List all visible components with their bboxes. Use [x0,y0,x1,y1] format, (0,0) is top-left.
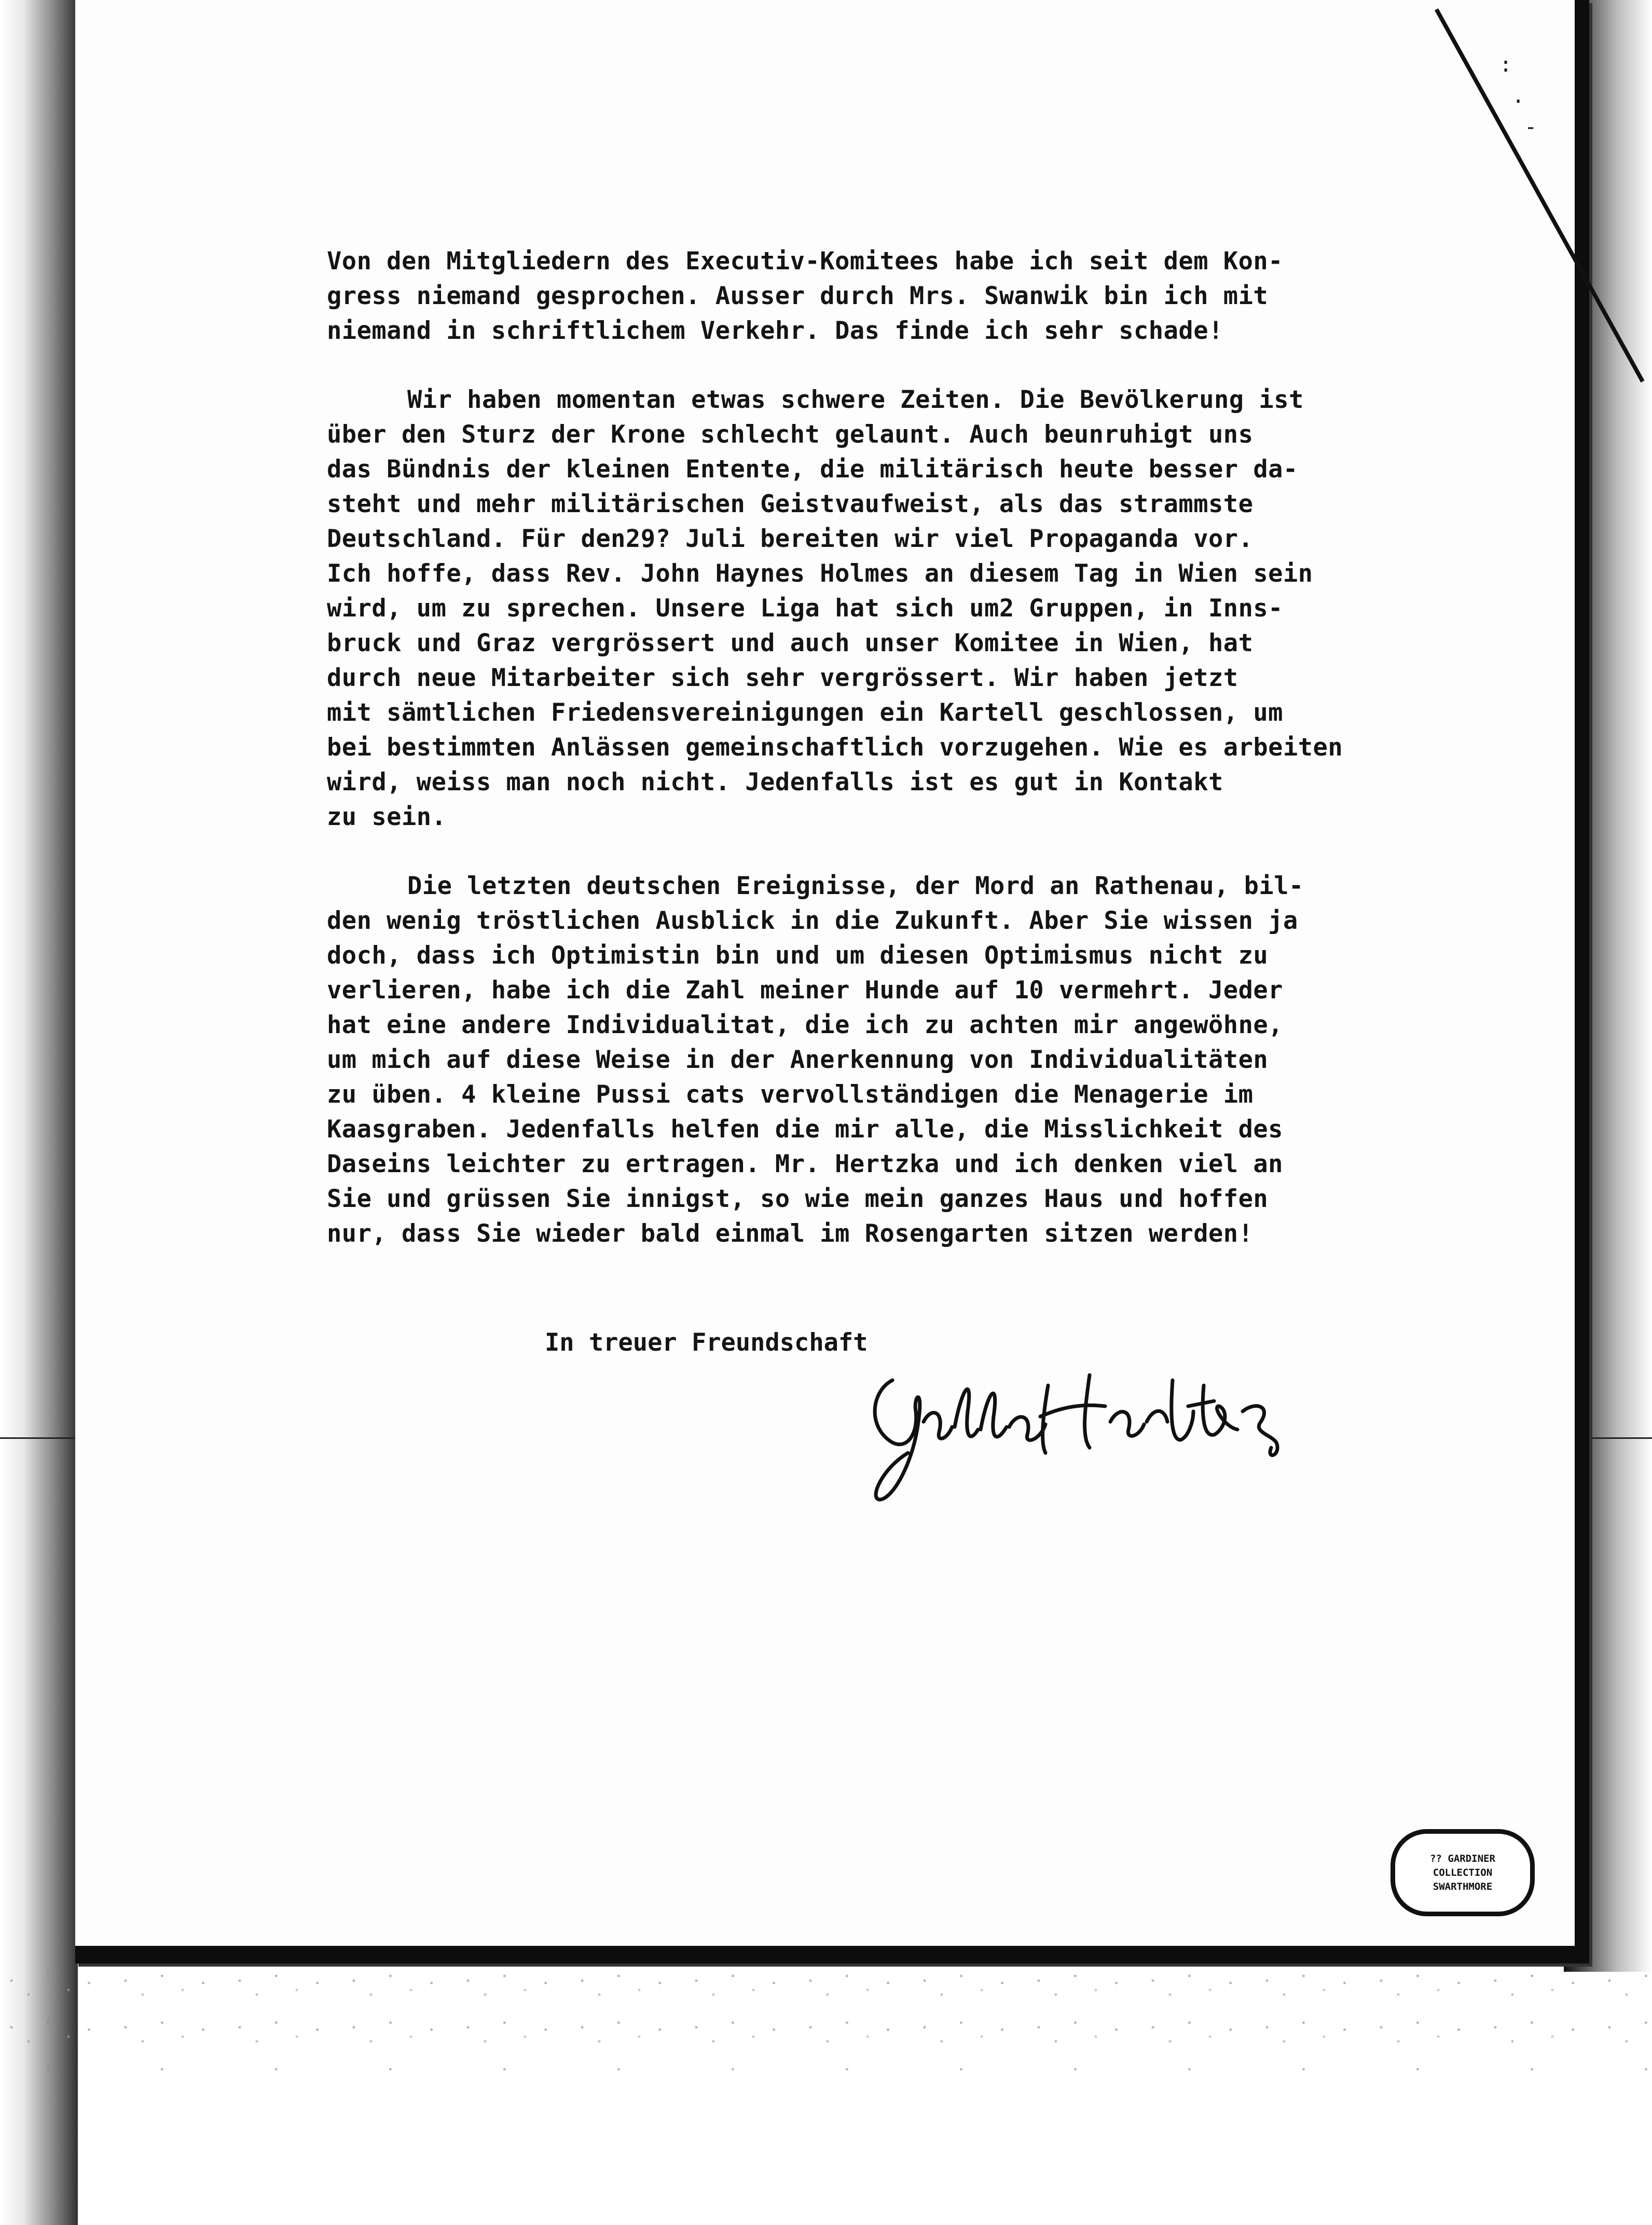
text-line: wird, weiss man noch nicht. Jedenfalls ist es gut in Kontakt [327,768,1223,796]
text-line: Die letzten deutschen Ereignisse, der Mord an Rathenau, bil- [407,872,1304,900]
paragraph-1 [327,244,1448,348]
text-line: das Bündnis der kleinen Entente, die militärisch heute besser da- [327,455,1298,484]
handwritten-signature [861,1344,1328,1515]
text-line: Ich hoffe, dass Rev. John Haynes Holmes an diesem Tag in Wien sein [327,559,1313,588]
scan-left-edge [0,0,78,2225]
text-line: doch, dass ich Optimistin bin und um diesen Optimismus nicht zu [327,941,1269,970]
text-line: Wir haben momentan etwas schwere Zeiten. Die Bevölkerung ist [407,386,1304,414]
text-line: um mich auf diese Weise in der Anerkennung von Individualitäten [327,1046,1269,1074]
stamp-line: ?? GARDINER [1430,1852,1495,1864]
text-line: zu üben. 4 kleine Pussi cats vervollständigen die Menagerie im [327,1080,1254,1109]
text-line: steht und mehr militärischen Geistvaufweist, als das strammste [327,490,1254,518]
text-line: hat eine andere Individualitat, die ich zu achten mir angewöhne, [327,1011,1283,1039]
archive-stamp [1391,1829,1535,1916]
text-line: den wenig tröstlichen Ausblick in die Zukunft. Aber Sie wissen ja [327,907,1298,935]
text-line: mit sämtlichen Friedensvereinigungen ein Kartell geschlossen, um [327,698,1283,727]
scan-noise [0,1967,1652,2070]
text-line: zu sein. [327,803,447,831]
text-line: bei bestimmten Anlässen gemeinschaftlich vorzugehen. Wie es arbeiten [327,733,1343,762]
text-line: wird, um zu sprechen. Unsere Liga hat sich um2 Gruppen, in Inns- [327,594,1283,623]
text-line: bruck und Graz vergrössert und auch unser Komitee in Wien, hat [327,629,1254,657]
scan-mark-right [1590,1437,1652,1439]
stamp-line: COLLECTION [1433,1866,1493,1878]
text-line: niemand in schriftlichem Verkehr. Das finde ich sehr schade! [327,317,1223,345]
stamp-line: SWARTHMORE [1433,1880,1493,1892]
text-line: Deutschland. Für den29? Juli bereiten wir viel Propaganda vor. [327,525,1254,553]
text-line: über den Sturz der Krone schlecht gelaunt. Auch beunruhigt uns [327,420,1254,449]
text-line: Kaasgraben. Jedenfalls helfen die mir alle, die Misslichkeit des [327,1115,1283,1144]
letter-body [327,244,1448,1285]
text-line: Daseins leichter zu ertragen. Mr. Hertzka und ich denken viel an [327,1150,1283,1178]
paragraph-2 [327,382,1448,834]
closing-salutation: In treuer Freundschaft [545,1328,868,1357]
text-line: Sie und grüssen Sie innigst, so wie mein ganzes Haus und hoffen [327,1185,1269,1213]
corner-marks: : . - [1499,53,1537,139]
text-line: gress niemand gesprochen. Ausser durch Mrs. Swanwik bin ich mit [327,282,1269,310]
text-line: nur, dass Sie wieder bald einmal im Rosengarten sitzen werden! [327,1219,1254,1248]
paragraph-3 [327,869,1448,1251]
text-line: verlieren, habe ich die Zahl meiner Hunde auf 10 vermehrt. Jeder [327,976,1283,1005]
text-line: durch neue Mitarbeiter sich sehr vergrössert. Wir haben jetzt [327,664,1238,692]
text-line: Von den Mitgliedern des Executiv-Komitees habe ich seit dem Kon- [327,247,1283,276]
